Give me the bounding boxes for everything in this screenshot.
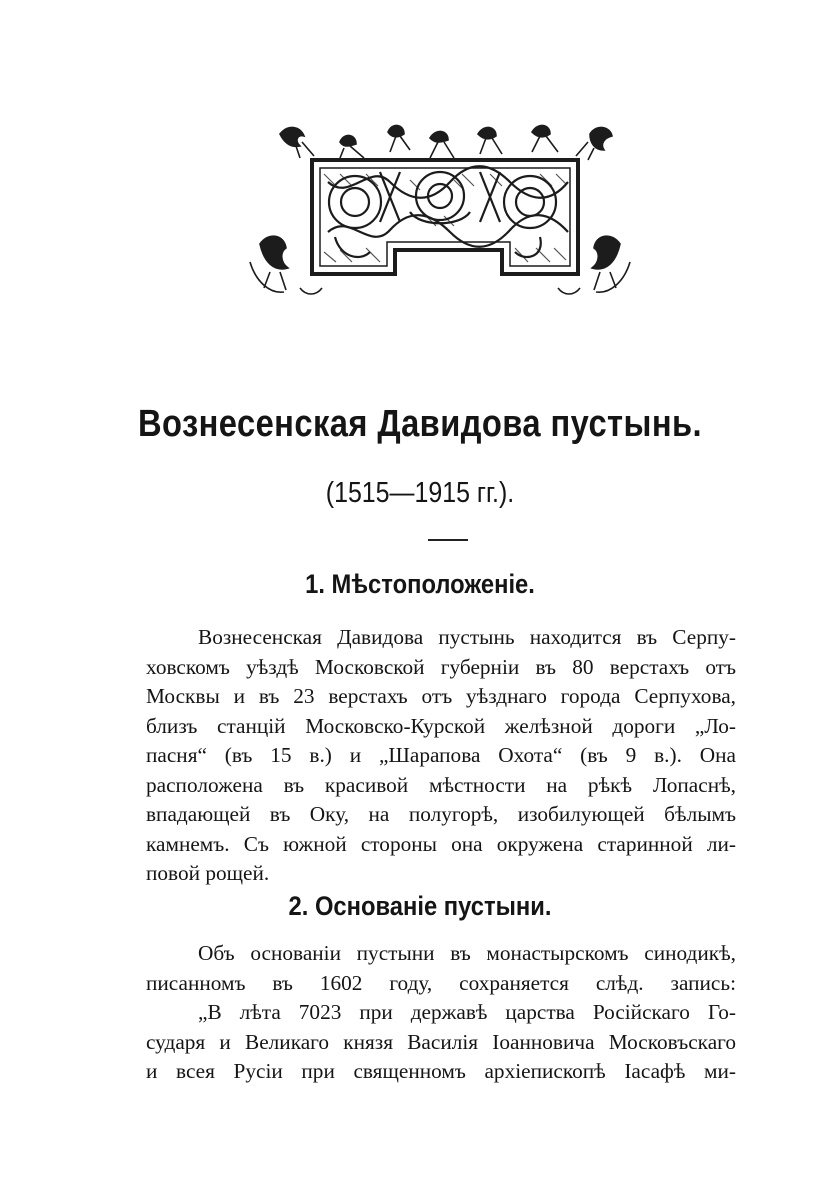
- section-paragraph-location: [146, 623, 736, 889]
- text-line: Вознесенская Давидова пустынь находится въ Серпу-: [198, 625, 736, 649]
- text-line: впадающей въ Оку, на полугорѣ, изобилующей бѣлымъ: [146, 802, 736, 826]
- text-line: камнемъ. Съ южной стороны она окружена старинной ли-: [146, 831, 736, 856]
- text-line: и всея Русіи при священномъ архіепископѣ Іасафѣ ми-: [146, 1059, 736, 1083]
- title-divider: [428, 539, 468, 541]
- document-title: Вознесенская Давидова пустынь.: [137, 403, 703, 445]
- section-paragraph-foundation: [146, 939, 736, 1087]
- document-years: (1515—1915 гг.).: [325, 477, 515, 509]
- text-line: Объ основаніи пустыни въ монастырскомъ синодикѣ,: [198, 941, 736, 965]
- text-line: писанномъ въ 1602 году, сохраняется слѣд. запись:: [146, 970, 736, 995]
- text-line: близъ станцій Московско-Курской желѣзной дороги „Ло-: [146, 713, 736, 738]
- text-line: „В лѣта 7023 при державѣ царства Російскаго Го-: [198, 1000, 736, 1024]
- text-line: повой рощей.: [146, 861, 270, 885]
- text-line: пасня“ (въ 15 в.) и „Шарапова Охота“ (въ 9 в.). Она: [146, 743, 736, 767]
- section-heading-foundation: 2. Основаніе пустыни.: [288, 891, 552, 921]
- text-line: Москвы и въ 23 верстахъ отъ уѣзднаго города Серпухова,: [146, 684, 736, 708]
- text-line: расположена въ красивой мѣстности на рѣкѣ Лопаснѣ,: [146, 772, 736, 797]
- ornament-headpiece: [240, 112, 640, 312]
- text-line: ховскомъ уѣздѣ Московской губерніи въ 80 верстахъ отъ: [146, 654, 736, 679]
- section-heading-location: 1. Мѣстоположеніе.: [305, 569, 535, 599]
- text-line: сударя и Великаго князя Василія Іоанновича Московъскаго: [146, 1029, 736, 1054]
